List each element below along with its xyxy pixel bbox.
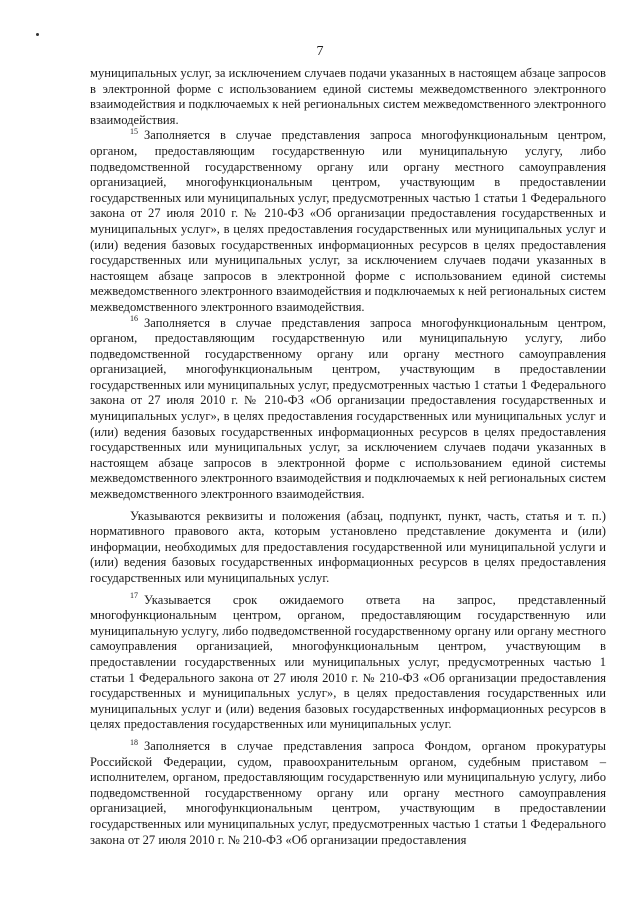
footnote-marker: 17	[130, 591, 138, 601]
footnote-continuation	[90, 66, 606, 128]
footnote-18	[90, 739, 606, 848]
footnote-marker: 15	[130, 127, 138, 137]
footnote-marker: 16	[130, 314, 138, 324]
page-number: 7	[316, 44, 324, 59]
footnote-marker: 18	[130, 737, 138, 747]
paragraph-text: Заполняется в случае представления запроса многофункциональным центром, органом, предоставляющим государственную или муниципальную услугу, либо подведомственной государственному органу или органу местного самоуправления организацией, многофункциональным центром, участвующим в предоставлении государственных или муниципальных услуг, предусмотренных частью 1 статьи 1 Федерального закона от 27 июля 2010 г. № 210-ФЗ «Об организации предоставления государственных и муниципальных услуг», в целях предоставления государственных или муниципальных услуг и (или) ведения базовых государственных информационных ресурсов в целях предоставления государственных или муниципальных услуг, за исключением случаев подачи указанных в настоящем абзаце запросов в электронной форме с использованием единой системы межведомственного электронного взаимодействия и подключаемых к ней региональных систем межведомственного электронного взаимодействия.	[90, 315, 606, 502]
footnote-16	[90, 316, 606, 503]
paragraph-text: Указываются реквизиты и положения (абзац, подпункт, пункт, часть, статья и т. п.) нормативного правового акта, которым установлено представление документа и (или) информации, необходимых для предоставления государственной или муниципальной услуги и (или) ведения базовых государственных информационных ресурсов в целях предоставления государственных или муниципальных услуг.	[90, 508, 606, 585]
scan-speck	[36, 33, 39, 36]
paragraph-text: Заполняется в случае представления запроса Фондом, органом прокуратуры Российской Федерации, судом, правоохранительным органом, судебным приставом – исполнителем, органом, предоставляющим государственную или муниципальную услугу, либо подведомственной государственному органу или органу местного самоуправления организацией, многофункциональным центром, участвующим в предоставлении государственных или муниципальных услуг, предусмотренных частью 1 статьи 1 Федерального закона от 27 июля 2010 г. № 210-ФЗ «Об организации предоставления	[90, 738, 606, 847]
footnote-15	[90, 128, 606, 315]
paragraph-text: Указывается срок ожидаемого ответа на запрос, представленный многофункциональным центром, органом, предоставляющим государственную или муниципальную услугу, либо подведомственной государственному органу или органу местного самоуправления организацией, многофункциональным центром, участвующим в предоставлении государственных или муниципальных услуг, предусмотренных частью 1 статьи 1 Федерального закона от 27 июля 2010 г. № 210-ФЗ «Об организации предоставления государственных и муниципальных услуг», в целях предоставления государственных или муниципальных услуг и (или) ведения базовых государственных информационных ресурсов в целях предоставления государственных или муниципальных услуг.	[90, 592, 606, 732]
footnotes-body	[90, 66, 606, 848]
paragraph-text: муниципальных услуг, за исключением случаев подачи указанных в настоящем абзаце запросов в электронной форме с использованием единой системы межведомственного электронного взаимодействия и подключаемых к ней региональных систем межведомственного электронного взаимодействия.	[90, 66, 606, 127]
footnote-17	[90, 593, 606, 733]
paragraph-text: Заполняется в случае представления запроса многофункциональным центром, органом, предоставляющим государственную или муниципальную услугу, либо подведомственной государственному органу или органу местного самоуправления организацией, многофункциональным центром, участвующим в предоставлении государственных или муниципальных услуг, предусмотренных частью 1 статьи 1 Федерального закона от 27 июля 2010 г. № 210-ФЗ «Об организации предоставления государственных и муниципальных услуг», в целях предоставления государственных или муниципальных услуг и (или) ведения базовых государственных информационных ресурсов в целях предоставления государственных или муниципальных услуг, за исключением случаев подачи указанных в настоящем абзаце запросов в электронной форме с использованием единой системы межведомственного электронного взаимодействия и подключаемых к ней региональных систем межведомственного электронного взаимодействия.	[90, 128, 606, 314]
footnote-note	[90, 509, 606, 587]
